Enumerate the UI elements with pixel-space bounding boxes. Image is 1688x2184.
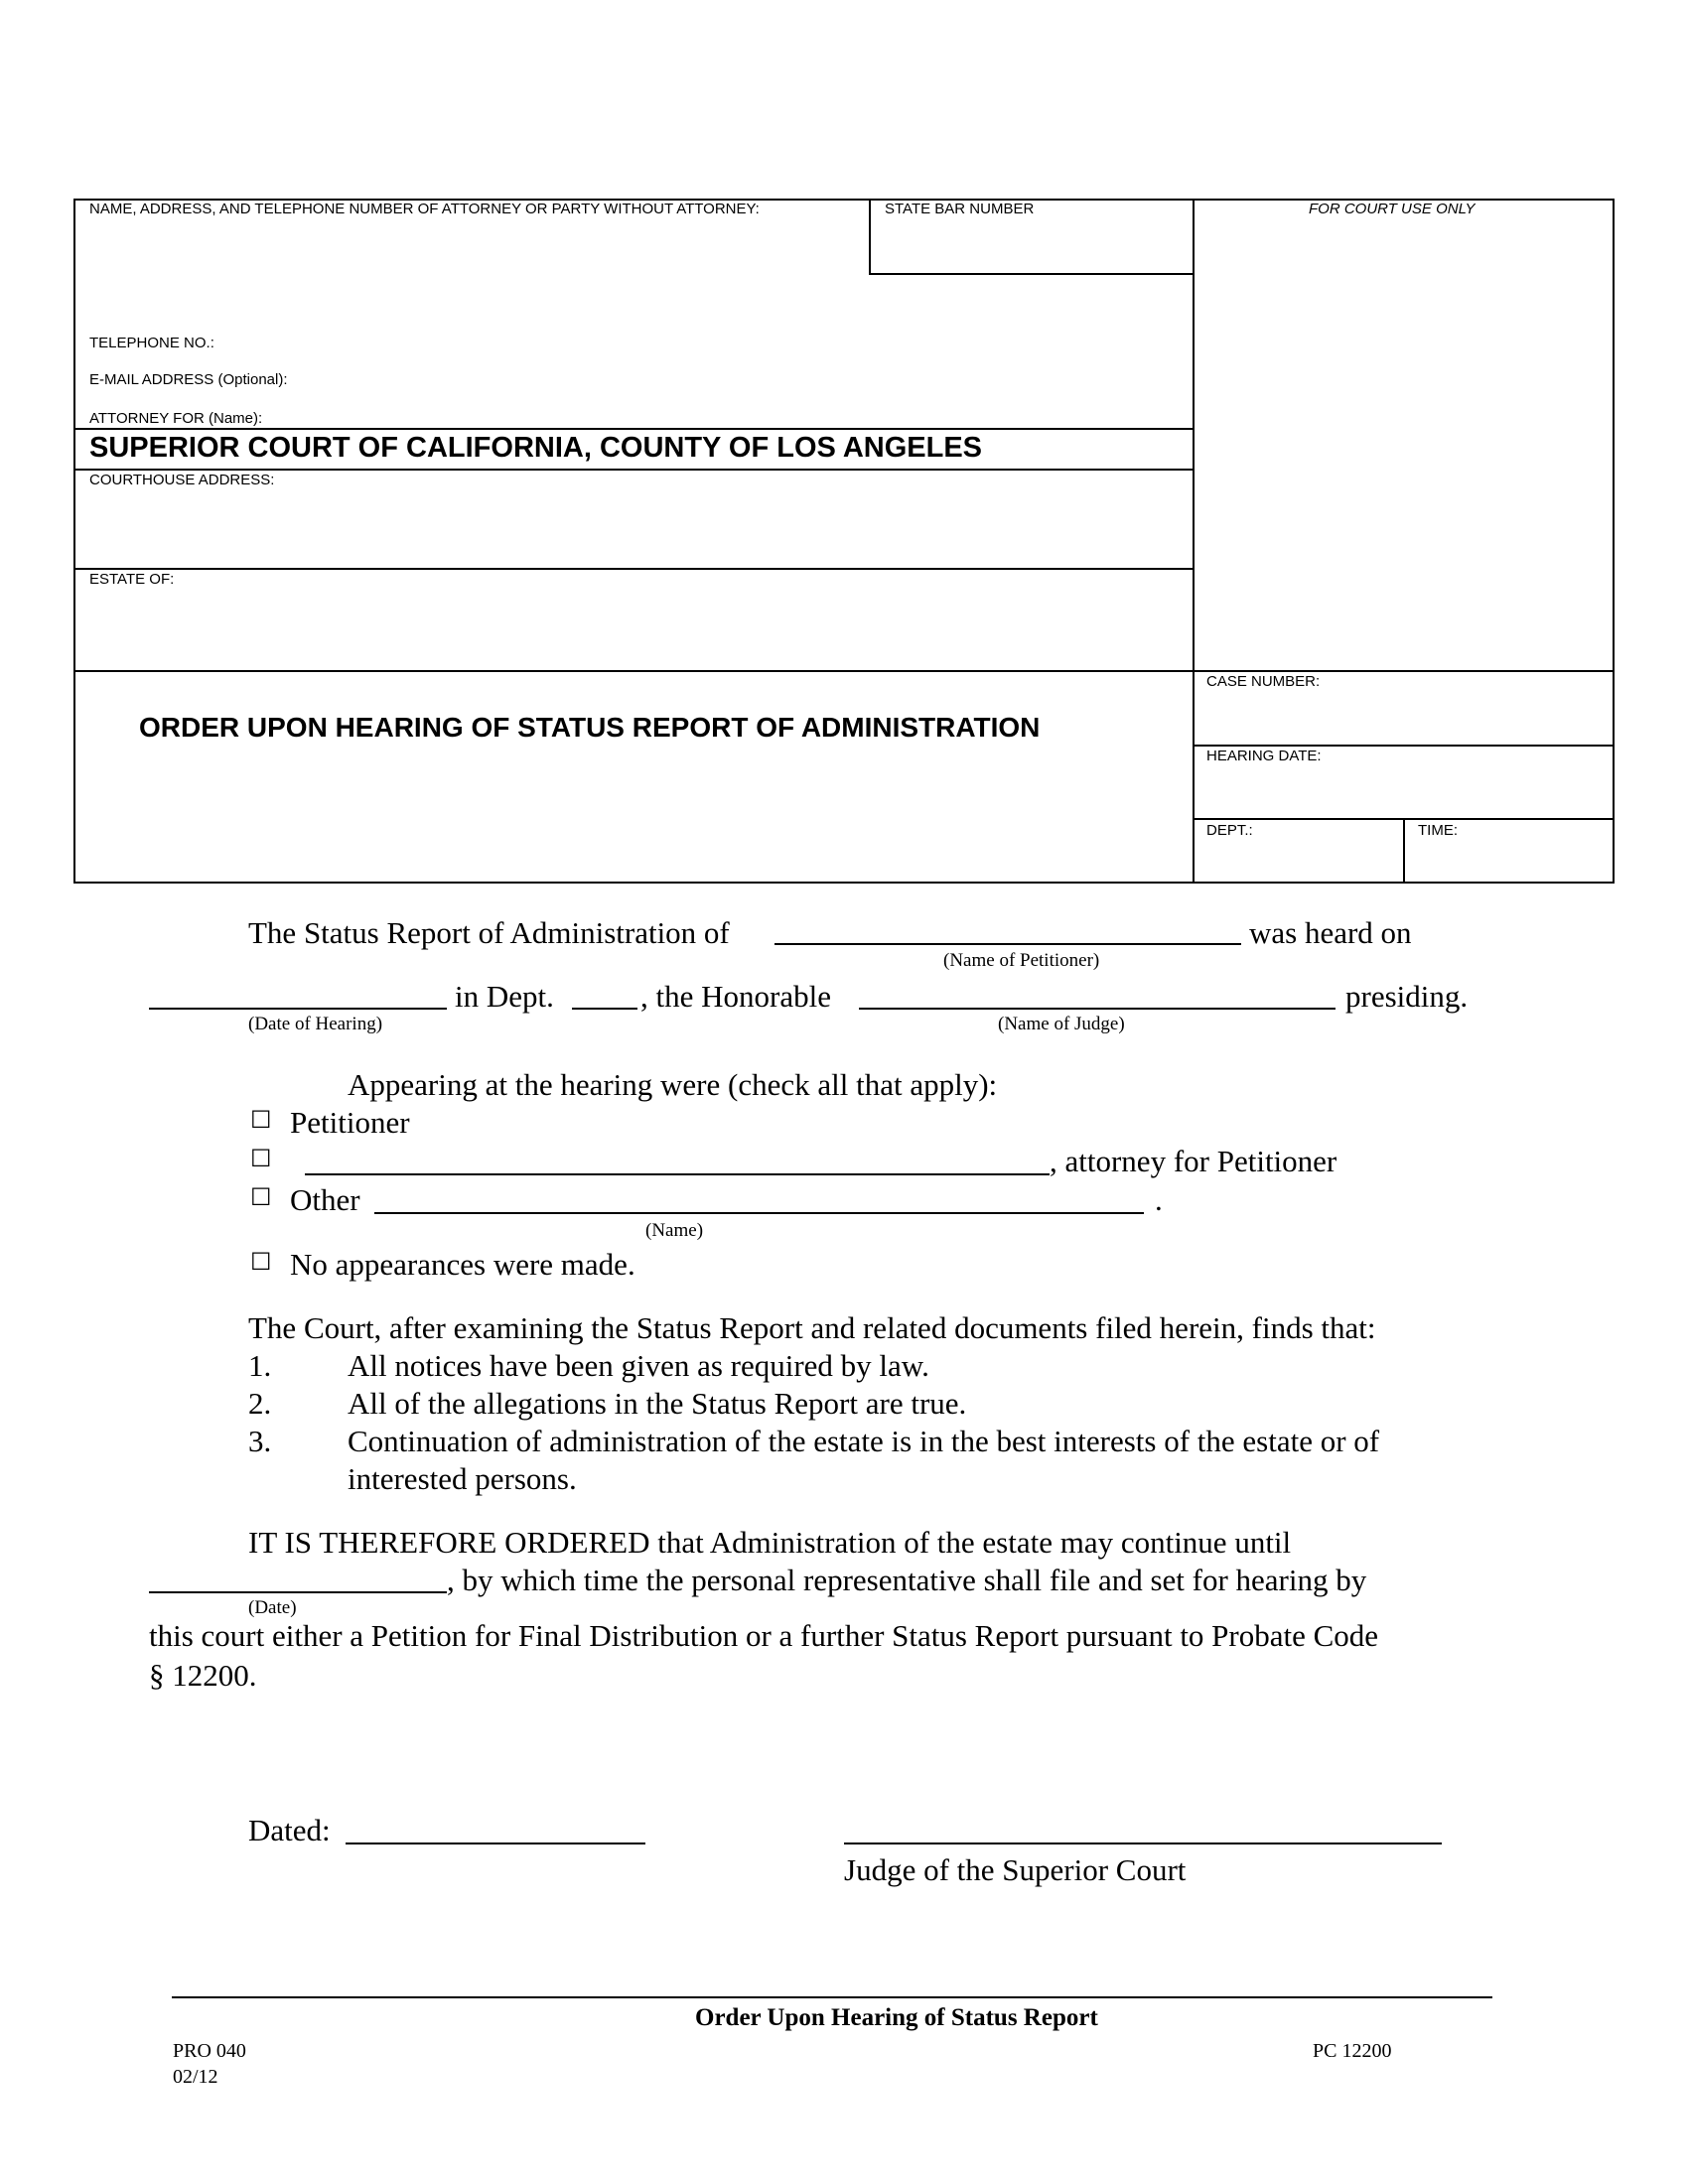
petitioner-option-label: Petitioner — [290, 1105, 410, 1140]
attorney-label: NAME, ADDRESS, AND TELEPHONE NUMBER OF ATTORNEY OR PARTY WITHOUT ATTORNEY: — [89, 201, 760, 217]
finding-number: 2. — [248, 1386, 272, 1421]
finding-number: 3. — [248, 1424, 272, 1458]
hearing-line1-end: was heard on — [1249, 915, 1412, 950]
telephone-label: TELEPHONE NO.: — [89, 335, 214, 351]
courthouse-label: COURTHOUSE ADDRESS: — [89, 472, 275, 488]
divider — [73, 670, 1615, 672]
form-title: ORDER UPON HEARING OF STATUS REPORT OF ADMINISTRATION — [139, 712, 1041, 743]
order-date-caption: (Date) — [248, 1597, 297, 1618]
attorney-name-blank — [305, 1173, 1050, 1175]
hearing-line1-start: The Status Report of Administration of — [248, 915, 730, 950]
finding-text: Continuation of administration of the estate is in the best interests of the estate or of — [348, 1424, 1380, 1458]
order-line4: § 12200. — [149, 1658, 257, 1693]
findings-intro: The Court, after examining the Status Report and related documents filed herein, finds that: — [248, 1310, 1376, 1345]
code-reference: PC 12200 — [1313, 2040, 1392, 2062]
other-name-caption: (Name) — [645, 1220, 704, 1241]
hearing-date-caption: (Date of Hearing) — [248, 1014, 383, 1034]
attorney-for-label: ATTORNEY FOR (Name): — [89, 410, 263, 427]
judge-signature-label: Judge of the Superior Court — [844, 1852, 1187, 1887]
case-number-label: CASE NUMBER: — [1206, 673, 1321, 690]
attorney-option-label: , attorney for Petitioner — [1050, 1144, 1337, 1178]
footer-rule — [172, 1996, 1492, 1998]
divider — [73, 469, 1194, 471]
hearing-date-blank — [149, 1008, 447, 1010]
hearing-date-label: HEARING DATE: — [1206, 748, 1322, 764]
footer-title: Order Upon Hearing of Status Report — [695, 2004, 1098, 2031]
form-revision: 02/12 — [173, 2066, 218, 2088]
order-line1: IT IS THEREFORE ORDERED that Administration of the estate may continue until — [248, 1525, 1292, 1560]
form-number: PRO 040 — [173, 2040, 246, 2062]
caption-table — [73, 199, 1615, 884]
presiding-text: presiding. — [1345, 979, 1469, 1014]
other-period: . — [1155, 1182, 1163, 1217]
checkbox-attorney[interactable]: ☐ — [250, 1145, 272, 1172]
judge-caption: (Name of Judge) — [998, 1014, 1125, 1034]
dept-blank — [572, 1008, 637, 1010]
email-label: E-MAIL ADDRESS (Optional): — [89, 371, 288, 388]
petitioner-caption: (Name of Petitioner) — [943, 950, 1100, 971]
estate-label: ESTATE OF: — [89, 571, 175, 588]
no-appearances-label: No appearances were made. — [290, 1247, 635, 1282]
honorable-text: , the Honorable — [640, 979, 831, 1014]
other-option-label: Other — [290, 1182, 360, 1217]
divider — [1193, 199, 1195, 884]
divider — [869, 199, 871, 274]
dated-blank — [346, 1843, 645, 1844]
finding-text: All notices have been given as required by law. — [348, 1348, 929, 1383]
checkbox-other[interactable]: ☐ — [250, 1183, 272, 1211]
dated-label: Dated: — [248, 1813, 331, 1847]
other-name-blank — [374, 1212, 1144, 1214]
petitioner-name-blank — [774, 943, 1241, 945]
state-bar-label: STATE BAR NUMBER — [885, 201, 1035, 217]
time-label: TIME: — [1418, 822, 1458, 839]
divider — [73, 568, 1194, 570]
finding-text: All of the allegations in the Status Report are true. — [348, 1386, 967, 1421]
divider — [869, 273, 1195, 275]
judge-name-blank — [859, 1008, 1336, 1010]
continue-until-date-blank — [149, 1591, 447, 1593]
dept-label: DEPT.: — [1206, 822, 1253, 839]
finding-number: 1. — [248, 1348, 272, 1383]
court-use-label: FOR COURT USE ONLY — [1309, 201, 1476, 217]
checkbox-petitioner[interactable]: ☐ — [250, 1106, 272, 1134]
finding-text-continued: interested persons. — [348, 1461, 577, 1496]
judge-signature-line — [844, 1843, 1442, 1844]
appearances-intro: Appearing at the hearing were (check all that apply): — [348, 1067, 998, 1102]
divider — [1193, 745, 1615, 747]
order-line2: , by which time the personal representative shall file and set for hearing by — [447, 1563, 1367, 1597]
court-name: SUPERIOR COURT OF CALIFORNIA, COUNTY OF LOS ANGELES — [89, 432, 983, 464]
order-line3: this court either a Petition for Final Distribution or a further Status Report pursuant to Probate Code — [149, 1618, 1379, 1653]
in-dept-text: in Dept. — [455, 979, 554, 1014]
checkbox-no-appearances[interactable]: ☐ — [250, 1248, 272, 1276]
divider — [1403, 818, 1405, 884]
